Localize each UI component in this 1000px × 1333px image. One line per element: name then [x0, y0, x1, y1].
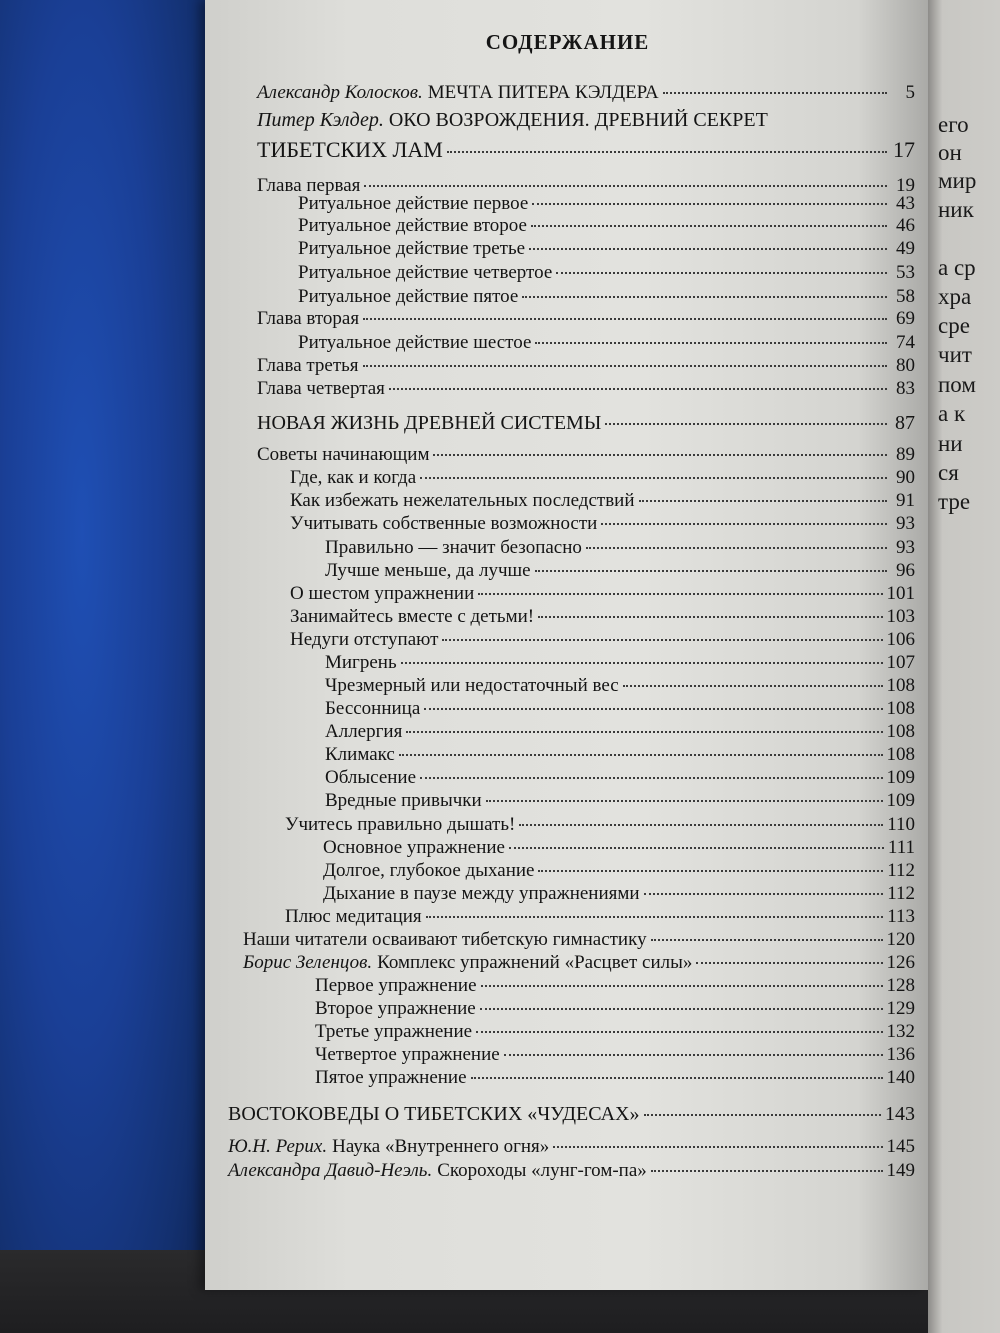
toc-entry: [298, 262, 915, 284]
dot-leader: [535, 570, 887, 572]
facing-page-text: его: [938, 112, 969, 137]
dot-leader: [639, 500, 888, 502]
toc-entry: [298, 286, 915, 308]
toc-entry: [325, 537, 915, 559]
facing-page-text: чит: [938, 342, 972, 367]
toc-entry: [325, 560, 915, 582]
toc-entry-title: ТИБЕТСКИХ ЛАМ: [257, 137, 443, 162]
toc-entry: [325, 652, 915, 674]
toc-entry: [290, 467, 915, 489]
toc-entry: [290, 583, 915, 605]
toc-entry-page: 74: [896, 332, 915, 353]
toc-entry: [325, 744, 915, 766]
toc-entry-title: Ритуальное действие второе: [298, 215, 527, 236]
toc-entry: [228, 1136, 915, 1158]
dot-leader: [538, 616, 882, 618]
toc-entry-title: Четвертое упражнение: [315, 1044, 500, 1065]
toc-entry-page: 96: [896, 560, 915, 581]
dot-leader: [363, 318, 887, 320]
dot-leader: [556, 272, 887, 274]
toc-entry-page: 107: [886, 652, 915, 673]
dot-leader: [531, 225, 887, 227]
dot-leader: [535, 342, 887, 344]
toc-entry: [325, 767, 915, 789]
toc-entry-page: 129: [886, 998, 915, 1019]
dot-leader: [522, 296, 887, 298]
toc-entry-page: 120: [886, 929, 915, 950]
toc-entry-title: Облысение: [325, 767, 417, 788]
facing-page-text: а к: [938, 401, 966, 426]
dot-leader: [504, 1054, 883, 1056]
toc-entry-page: 69: [896, 308, 915, 329]
toc-entry-page: 103: [886, 606, 915, 627]
dot-leader: [663, 92, 887, 94]
toc-entry-title: Занимайтесь вместе с детьми!: [290, 606, 535, 627]
toc-entry: [290, 513, 915, 535]
toc-entry-page: 108: [886, 721, 915, 742]
toc-entry: [257, 444, 915, 466]
toc-entry: [315, 975, 915, 997]
toc-entry-title: Вредные привычки: [325, 790, 482, 811]
toc-entry-page: 143: [885, 1103, 915, 1125]
toc-entry: [257, 412, 915, 435]
toc-entry-title: Ритуальное действие первое: [298, 193, 529, 214]
toc-entry: [257, 109, 915, 132]
dot-leader: [481, 985, 883, 987]
dot-leader: [363, 365, 887, 367]
toc-entry-title: Наука «Внутреннего огня»: [332, 1136, 550, 1157]
toc-entry: [257, 378, 915, 400]
dot-leader: [420, 477, 887, 479]
toc-entry-page: 89: [896, 444, 915, 465]
facing-page: [928, 0, 1000, 1333]
toc-entry: [298, 238, 915, 260]
toc-entry-page: 108: [886, 675, 915, 696]
toc-entry-title: Ритуальное действие третье: [298, 238, 526, 259]
facing-page-text: ся: [938, 460, 959, 485]
dot-leader: [538, 870, 883, 872]
toc-entry-page: 19: [896, 175, 915, 196]
toc-entry: [290, 629, 915, 651]
toc-entry-title: Ритуальное действие пятое: [298, 286, 519, 307]
dot-leader: [424, 708, 882, 710]
dot-leader: [553, 1146, 882, 1148]
dot-leader: [433, 454, 887, 456]
toc-entry: [325, 721, 915, 743]
toc-entry-title: МЕЧТА ПИТЕРА КЭЛДЕРА: [427, 82, 659, 103]
facing-page-text: он: [938, 140, 962, 165]
dot-leader: [586, 547, 887, 549]
toc-entry-title: Второе упражнение: [315, 998, 476, 1019]
dot-leader: [478, 593, 882, 595]
toc-entry-title: Климакс: [325, 744, 395, 765]
toc-entry-page: 101: [886, 583, 915, 604]
toc-entry: [323, 837, 915, 859]
toc-entry-page: 93: [896, 513, 915, 534]
toc-entry-title: Глава четвертая: [257, 378, 385, 399]
toc-entry-title: Глава вторая: [257, 308, 360, 329]
toc-entry: [323, 883, 915, 905]
toc-entry-title: Долгое, глубокое дыхание: [323, 860, 535, 881]
dot-leader: [696, 962, 882, 964]
toc-entry-page: 83: [896, 378, 915, 399]
toc-entry-title: Ритуальное действие четвертое: [298, 262, 553, 283]
toc-entry-title: Аллергия: [325, 721, 403, 742]
toc-entry: [285, 814, 915, 836]
toc-entry: [298, 332, 915, 354]
toc-entry-title: Дыхание в паузе между упражнениями: [323, 883, 640, 904]
toc-entry-page: 87: [895, 412, 915, 434]
dot-leader: [651, 939, 883, 941]
toc-entry-page: 80: [896, 355, 915, 376]
toc-entry: [290, 490, 915, 512]
toc-entry-title: Мигрень: [325, 652, 397, 673]
dot-leader: [486, 800, 883, 802]
dot-leader: [447, 151, 887, 153]
toc-entry-title: ОКО ВОЗРОЖДЕНИЯ. ДРЕВНИЙ СЕКРЕТ: [388, 109, 768, 131]
toc-entry-title: Наши читатели осваивают тибетскую гимнастику: [243, 929, 647, 950]
toc-entry-title: Глава первая: [257, 175, 361, 196]
toc-entry: [290, 606, 915, 628]
facing-page-text: тре: [938, 489, 971, 514]
facing-page-text: пом: [938, 372, 976, 397]
dot-leader: [529, 248, 887, 250]
dot-leader: [601, 523, 887, 525]
facing-page-text: сре: [938, 313, 970, 338]
toc-entry-title: Скороходы «лунг-гом-па»: [437, 1160, 647, 1181]
toc-entry-title: Советы начинающим: [257, 444, 430, 465]
toc-entry-author: Александр Колосков.: [257, 82, 423, 103]
dot-leader: [519, 824, 883, 826]
toc-entry-page: 109: [886, 790, 915, 811]
toc-entry-page: 17: [893, 137, 915, 162]
toc-entry-title: Первое упражнение: [315, 975, 477, 996]
toc-entry: [298, 215, 915, 237]
toc-entry-page: 109: [886, 767, 915, 788]
facing-page-text: хра: [938, 284, 972, 309]
toc-entry-page: 91: [896, 490, 915, 511]
toc-entry: [285, 906, 915, 928]
toc-entry-page: 49: [896, 238, 915, 259]
toc-entry-page: 112: [887, 860, 915, 881]
toc-entry-title: Ритуальное действие шестое: [298, 332, 532, 353]
toc-entry: [315, 1021, 915, 1043]
toc-entry: [323, 860, 915, 882]
toc-entry-title: ВОСТОКОВЕДЫ О ТИБЕТСКИХ «ЧУДЕСАХ»: [228, 1103, 640, 1125]
toc-entry-page: 110: [887, 814, 915, 835]
toc-entry-page: 132: [886, 1021, 915, 1042]
toc-entry: [257, 308, 915, 330]
toc-entry-page: 126: [886, 952, 915, 973]
dot-leader: [644, 893, 884, 895]
toc-entry-page: 140: [886, 1067, 915, 1088]
dot-leader: [426, 916, 884, 918]
dot-leader: [399, 754, 883, 756]
toc-entry-title: НОВАЯ ЖИЗНЬ ДРЕВНЕЙ СИСТЕМЫ: [257, 412, 602, 434]
toc-entry: [243, 929, 915, 951]
toc-entry: [228, 1103, 915, 1126]
toc-entry-title: Чрезмерный или недостаточный вес: [325, 675, 619, 696]
dot-leader: [442, 639, 882, 641]
toc-entry-title: Недуги отступают: [290, 629, 439, 650]
toc-entry-page: 53: [896, 262, 915, 283]
toc-entry-page: 136: [886, 1044, 915, 1065]
dot-leader: [623, 685, 883, 687]
toc-entry: [243, 952, 915, 974]
toc-entry-title: Учитывать собственные возможности: [290, 513, 598, 534]
toc-title: СОДЕРЖАНИЕ: [485, 30, 650, 54]
toc-entry-title: Третье упражнение: [315, 1021, 473, 1042]
toc-entry: [315, 1067, 915, 1089]
dot-leader: [532, 203, 887, 205]
toc-entry-page: 112: [887, 883, 915, 904]
facing-page-text: ни: [938, 431, 963, 456]
toc-entry-page: 111: [887, 837, 915, 858]
toc-entry-author: Александра Давид-Неэль.: [228, 1160, 433, 1181]
dot-leader: [605, 423, 887, 425]
dot-leader: [401, 662, 883, 664]
toc-entry-title: Глава третья: [257, 355, 359, 376]
toc-entry-page: 90: [896, 467, 915, 488]
toc-entry: [325, 698, 915, 720]
toc-entry-page: 58: [896, 286, 915, 307]
toc-entry-title: Учитесь правильно дышать!: [285, 814, 516, 835]
toc-entry-title: Основное упражнение: [323, 837, 505, 858]
facing-page-text: а ср: [938, 255, 976, 280]
dot-leader: [364, 185, 887, 187]
toc-entry-title: Правильно — значит безопасно: [325, 537, 582, 558]
dot-leader: [651, 1170, 883, 1172]
toc-entry-title: Где, как и когда: [290, 467, 417, 488]
dot-leader: [406, 731, 882, 733]
toc-entry-page: 108: [886, 744, 915, 765]
toc-entry-page: 46: [896, 215, 915, 236]
toc-entry-page: 145: [886, 1136, 915, 1157]
dot-leader: [644, 1114, 881, 1116]
toc-entry-page: 93: [896, 537, 915, 558]
toc-entry: [315, 998, 915, 1020]
toc-entry: [325, 675, 915, 697]
toc-entry-page: 113: [887, 906, 915, 927]
toc-entry-page: 5: [905, 82, 915, 103]
toc-entry-page: 128: [886, 975, 915, 996]
toc-entry: [257, 355, 915, 377]
toc-entry-title: Плюс медитация: [285, 906, 422, 927]
toc-entry: [228, 1160, 915, 1182]
toc-entry-title: Пятое упражнение: [315, 1067, 467, 1088]
toc-entry-author: Питер Кэлдер.: [257, 109, 384, 131]
toc-entry-title: Как избежать нежелательных последствий: [290, 490, 635, 511]
toc-entry-page: 43: [896, 193, 915, 214]
toc-entry-page: 108: [886, 698, 915, 719]
toc-entry: [315, 1044, 915, 1066]
toc-entry: [257, 137, 915, 163]
toc-entry: [325, 790, 915, 812]
facing-page-text: мир: [938, 168, 977, 193]
dot-leader: [509, 847, 884, 849]
dot-leader: [476, 1031, 882, 1033]
toc-entry-title: Бессонница: [325, 698, 421, 719]
dot-leader: [389, 388, 887, 390]
toc-entry-author: Борис Зеленцов.: [243, 952, 373, 973]
dot-leader: [471, 1077, 883, 1079]
facing-page-text: ник: [938, 197, 974, 222]
blue-fabric-background: [0, 0, 205, 1333]
toc-entry-author: Ю.Н. Рерих.: [228, 1136, 328, 1157]
dot-leader: [480, 1008, 883, 1010]
toc-entry-title: О шестом упражнении: [290, 583, 475, 604]
toc-entry-title: Комплекс упражнений «Расцвет силы»: [377, 952, 693, 973]
toc-entry: [257, 82, 915, 104]
toc-entry: [298, 193, 915, 215]
toc-entry-page: 106: [886, 629, 915, 650]
dot-leader: [420, 777, 882, 779]
toc-entry-title: Лучше меньше, да лучше: [325, 560, 531, 581]
toc-entry-page: 149: [886, 1160, 915, 1181]
